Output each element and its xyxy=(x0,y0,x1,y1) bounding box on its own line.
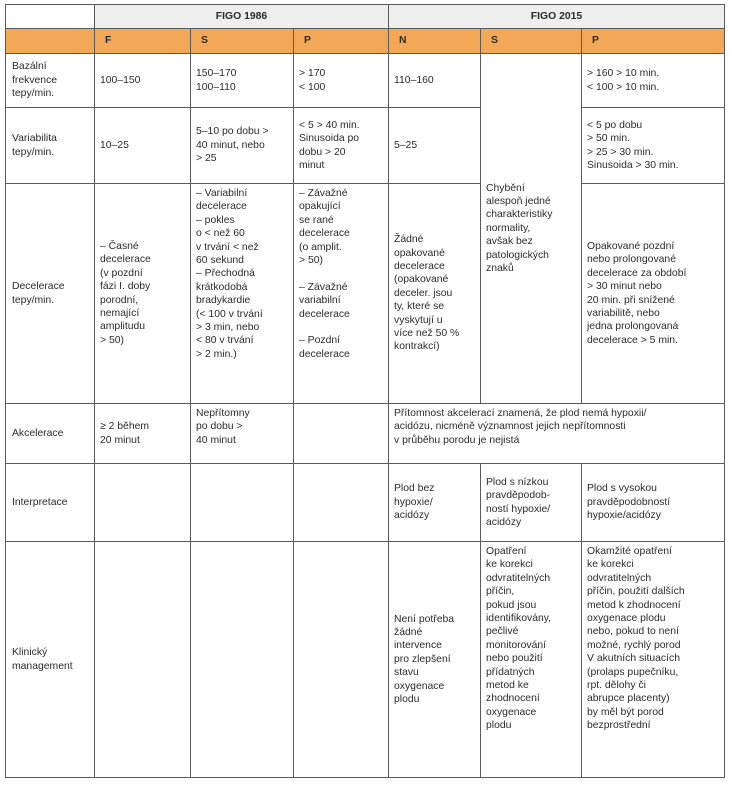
table-row xyxy=(6,54,725,108)
table-cell: 5–25 xyxy=(389,108,481,184)
group-header-row xyxy=(6,5,725,29)
table-cell: Plod s vysokou pravděpodobností hypoxie/acidózy xyxy=(582,464,725,542)
table-cell: Opakované pozdní nebo prolongované decelerace za období > 30 minut nebo 20 min. při snížené variabilitě, nebo jedna prolongovaná decelerace > 5 min. xyxy=(582,184,725,404)
table-cell xyxy=(95,464,191,542)
table-cell: Opatření ke korekci odvratitelných příčin, pokud jsou identifikovány, pečlivé monitorování nebo použití přídatných metod ke zhodnocení oxygenace plodu xyxy=(481,542,582,778)
table-row xyxy=(6,184,725,404)
table-row xyxy=(6,108,725,184)
table-cell: < 5 po dobu > 50 min. > 25 > 30 min. Sinusoida > 30 min. xyxy=(582,108,725,184)
table-cell xyxy=(191,542,294,778)
group-figo-1986: FIGO 1986 xyxy=(95,5,389,29)
table-cell-suspicious-2015: Chybění alespoň jedné charakteristiky normality, avšak bez patologických znaků xyxy=(481,54,582,404)
header-corner xyxy=(6,5,95,29)
col-header-p-2015: P xyxy=(582,29,725,54)
table-cell: > 170 < 100 xyxy=(294,54,389,108)
figo-ctg-table xyxy=(5,4,725,778)
table-cell xyxy=(294,464,389,542)
acceleration-note-2015: Přítomnost akcelerací znamená, že plod nemá hypoxii/ acidózu, nicméně významnost jejich nepřítomnosti v průběhu porodu je nejistá xyxy=(389,404,725,464)
table-row xyxy=(6,404,725,464)
code-header-row xyxy=(6,29,725,54)
row-label-klinicky-management: Klinický management xyxy=(6,542,95,778)
table-cell: 10–25 xyxy=(95,108,191,184)
row-label-bazalni-frekvence: Bazální frekvence tepy/min. xyxy=(6,54,95,108)
table-cell: Plod s nízkou pravděpodob- ností hypoxie/ acidózy xyxy=(481,464,582,542)
table-cell: Žádné opakované decelerace (opakované deceler. jsou ty, které se vyskytují u více než 50 % kontrakcí) xyxy=(389,184,481,404)
table-cell: Není potřeba žádné intervence pro zlepšení stavu oxygenace plodu xyxy=(389,542,481,778)
col-header-p-1986: P xyxy=(294,29,389,54)
col-header-s-2015: S xyxy=(481,29,582,54)
col-header-n-2015: N xyxy=(389,29,481,54)
row-label-interpretace: Interpretace xyxy=(6,464,95,542)
table-cell: Okamžité opatření ke korekci odvratitelných příčin, použití dalších metod k zhodnocení oxygenace plodu nebo, pokud to není možné, rychlý porod V akutních situacích (prolaps pupečníku, rpt. dělohy či abrupce placenty) by měl být porod bezprostřední xyxy=(582,542,725,778)
table-row xyxy=(6,464,725,542)
table-cell: – Časné decelerace (v pozdní fázi I. doby porodní, nemající amplitudu > 50) xyxy=(95,184,191,404)
row-label-decelerace: Decelerace tepy/min. xyxy=(6,184,95,404)
table-cell: > 160 > 10 min. < 100 > 10 min. xyxy=(582,54,725,108)
table-cell: 5–10 po dobu > 40 minut, nebo > 25 xyxy=(191,108,294,184)
code-header-corner xyxy=(6,29,95,54)
table-row xyxy=(6,542,725,778)
table-cell: Plod bez hypoxie/ acidózy xyxy=(389,464,481,542)
table-cell xyxy=(294,542,389,778)
col-header-f-1986: F xyxy=(95,29,191,54)
table-cell: – Závažné opakující se rané decelerace (o amplit. > 50) – Závažné variabilní decelerace – Pozdní decelerace xyxy=(294,184,389,404)
row-label-variabilita: Variabilita tepy/min. xyxy=(6,108,95,184)
table-cell: Nepřítomny po dobu > 40 minut xyxy=(191,404,294,464)
col-header-s-1986: S xyxy=(191,29,294,54)
table-cell: < 5 > 40 min. Sinusoida po dobu > 20 minut xyxy=(294,108,389,184)
table-cell: 110–160 xyxy=(389,54,481,108)
group-figo-2015: FIGO 2015 xyxy=(389,5,725,29)
table-cell xyxy=(294,404,389,464)
table-cell xyxy=(95,542,191,778)
table-cell: ≥ 2 během 20 minut xyxy=(95,404,191,464)
table-cell xyxy=(191,464,294,542)
row-label-akcelerace: Akcelerace xyxy=(6,404,95,464)
table-cell: – Variabilní decelerace – pokles o < než 60 v trvání < než 60 sekund – Přechodná krátkodobá bradykardie (< 100 v trvání > 3 min, nebo < 80 v trvání > 2 min.) xyxy=(191,184,294,404)
table-cell: 150–170 100–110 xyxy=(191,54,294,108)
table-cell: 100–150 xyxy=(95,54,191,108)
